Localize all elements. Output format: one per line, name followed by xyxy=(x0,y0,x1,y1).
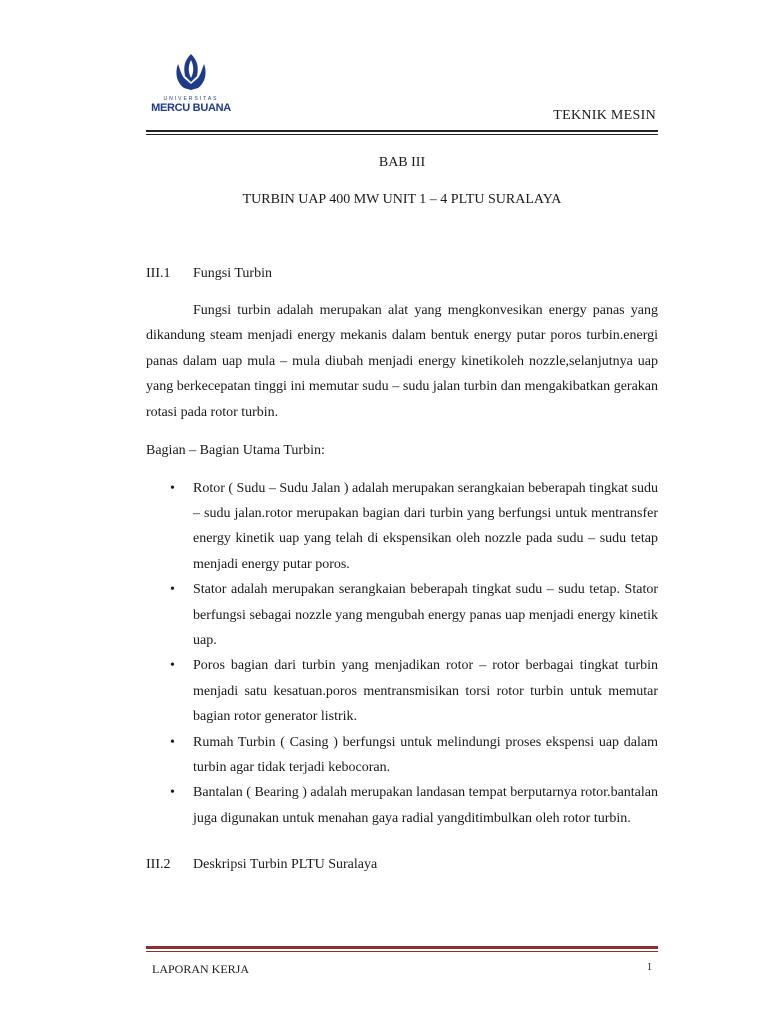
bullet-icon: • xyxy=(170,481,175,496)
bullet-icon: • xyxy=(170,734,175,750)
bullet-icon: • xyxy=(170,785,175,801)
footer-divider-thin xyxy=(146,951,658,952)
header-divider xyxy=(146,130,658,132)
list-item-text: Rotor ( Sudu – Sudu Jalan ) adalah merupakan serangkaian beberapah tingkat sudu – sudu jalan.rotor merupakan bagian dari turbin yang berfungsi untuk mentransfer energy kinetik uap yang telah di ekspensikan oleh nozzle pada sudu – sudu tetap menjadi energy putar poros. xyxy=(193,481,658,572)
component-list xyxy=(146,476,658,831)
list-item xyxy=(146,780,658,830)
section-title: Fungsi Turbin xyxy=(193,266,272,281)
department-label: TEKNIK MESIN xyxy=(553,108,656,123)
logo-name: MERCU BUANA xyxy=(151,102,231,114)
footer-divider xyxy=(146,946,658,949)
list-heading: Bagian – Bagian Utama Turbin: xyxy=(146,443,325,458)
footer-label: LAPORAN KERJA xyxy=(152,962,250,976)
list-item-text: Rumah Turbin ( Casing ) berfungsi untuk melindungi proses ekspensi uap dalam turbin agar tidak terjadi kebocoran. xyxy=(193,734,658,775)
bullet-icon: • xyxy=(170,658,175,674)
page-number: 1 xyxy=(647,962,652,973)
list-item xyxy=(146,476,658,577)
chapter-label: BAB III xyxy=(378,155,426,170)
mercu-buana-emblem-icon xyxy=(172,52,210,94)
logo-subtitle: UNIVERSITAS xyxy=(163,96,219,102)
section-heading-2 xyxy=(146,857,377,873)
list-item-text: Poros bagian dari turbin yang menjadikan rotor – rotor berbagai tingkat turbin menjadi satu kesatuan.poros mentransmisikan torsi rotor turbin untuk memutar bagian rotor generator listrik. xyxy=(193,658,658,724)
list-item xyxy=(146,730,658,780)
section-number: III.2 xyxy=(146,857,171,872)
section-number: III.1 xyxy=(146,266,171,281)
body-paragraph: Fungsi turbin adalah merupakan alat yang mengkonvesikan energy panas yang dikandung steam menjadi energy mekanis dalam bentuk energy putar poros turbin.energi panas dalam uap mula – mula diubah menjadi energy kinetikoleh nozzle,selanjutnya uap yang berkecepatan tinggi ini memutar sudu – sudu jalan turbin dan mengakibatkan gerakan rotasi pada rotor turbin. xyxy=(146,303,658,420)
university-logo xyxy=(146,52,236,122)
section-heading-1 xyxy=(146,266,272,282)
chapter-title: TURBIN UAP 400 MW UNIT 1 – 4 PLTU SURALAYA xyxy=(242,192,562,207)
list-item xyxy=(146,577,658,653)
header-divider-thin xyxy=(146,134,658,135)
list-item-text: Bantalan ( Bearing ) adalah merupakan landasan tempat berputarnya rotor.bantalan juga digunakan untuk menahan gaya radial yangditimbulkan oleh rotor turbin. xyxy=(193,785,658,826)
bullet-icon: • xyxy=(170,582,175,598)
list-item xyxy=(146,653,658,729)
section-title: Deskripsi Turbin PLTU Suralaya xyxy=(193,857,378,872)
list-item-text: Stator adalah merupakan serangkaian beberapah tingkat sudu – sudu tetap. Stator berfungsi sebagai nozzle yang mengubah energy panas uap menjadi energy kinetik uap. xyxy=(193,582,658,648)
